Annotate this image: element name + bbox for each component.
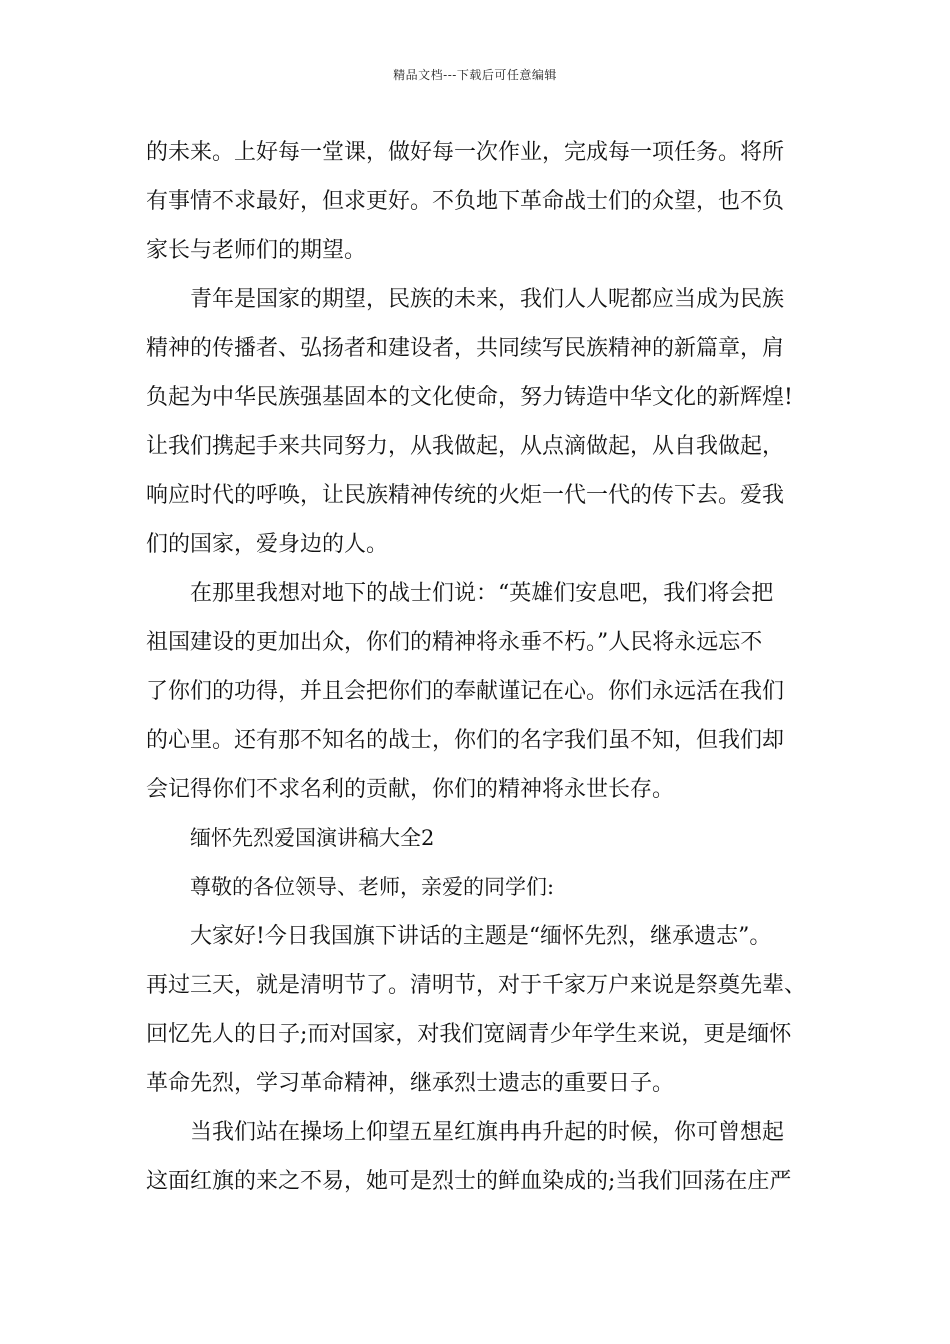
text-line: 回忆先人的日子;而对国家，对我们宽阔青少年学生来说，更是缅怀	[146, 1022, 792, 1047]
text-line: 家长与老师们的期望。	[146, 238, 367, 263]
text-line: 让我们携起手来共同努力，从我做起，从点滴做起，从自我做起，	[146, 434, 785, 459]
text-line: 们的国家，爱身边的人。	[146, 532, 389, 557]
text-line: 的未来。上好每一堂课，做好每一次作业，完成每一项任务。将所	[146, 140, 785, 165]
text-line: 的心里。还有那不知名的战士，你们的名字我们虽不知，但我们却	[146, 728, 785, 753]
text-line: 响应时代的呼唤，让民族精神传统的火炬一代一代的传下去。爱我	[146, 483, 785, 508]
text-line: 再过三天，就是清明节了。清明节，对于千家万户来说是祭奠先辈、	[146, 973, 807, 998]
text-line: 负起为中华民族强基固本的文化使命，努力铸造中华文化的新辉煌!	[146, 385, 793, 410]
text-line: 有事情不求最好，但求更好。不负地下革命战士们的众望，也不负	[146, 189, 785, 214]
text-line: 精神的传播者、弘扬者和建设者，共同续写民族精神的新篇章，肩	[146, 336, 785, 361]
paragraph-start-line: 当我们站在操场上仰望五星红旗冉冉升起的时候，你可曾想起	[190, 1120, 785, 1145]
salutation: 尊敬的各位领导、老师，亲爱的同学们:	[190, 875, 555, 899]
section-title: 缅怀先烈爱国演讲稿大全2	[190, 826, 435, 850]
text-line: 这面红旗的来之不易，她可是烈士的鲜血染成的;当我们回荡在庄严	[146, 1169, 792, 1194]
text-line: 了你们的功得，并且会把你们的奉献谨记在心。你们永远活在我们	[146, 679, 785, 704]
text-line: 革命先烈，学习革命精神，继承烈士遗志的重要日子。	[146, 1071, 675, 1096]
paragraph-start-line: 在那里我想对地下的战士们说：“英雄们安息吧，我们将会把	[190, 581, 774, 606]
page-header: 精品文档---下载后可任意编辑	[393, 68, 557, 82]
text-line: 祖国建设的更加出众，你们的精神将永垂不朽。”人民将永远忘不	[146, 630, 763, 655]
paragraph-start-line: 大家好!今日我国旗下讲话的主题是“缅怀先烈，继承遗志”。	[190, 924, 772, 949]
document-body	[146, 128, 810, 1206]
text-line: 会记得你们不求名利的贡献，你们的精神将永世长存。	[146, 777, 675, 802]
paragraph-start-line: 青年是国家的期望，民族的未来，我们人人呢都应当成为民族	[190, 287, 785, 312]
